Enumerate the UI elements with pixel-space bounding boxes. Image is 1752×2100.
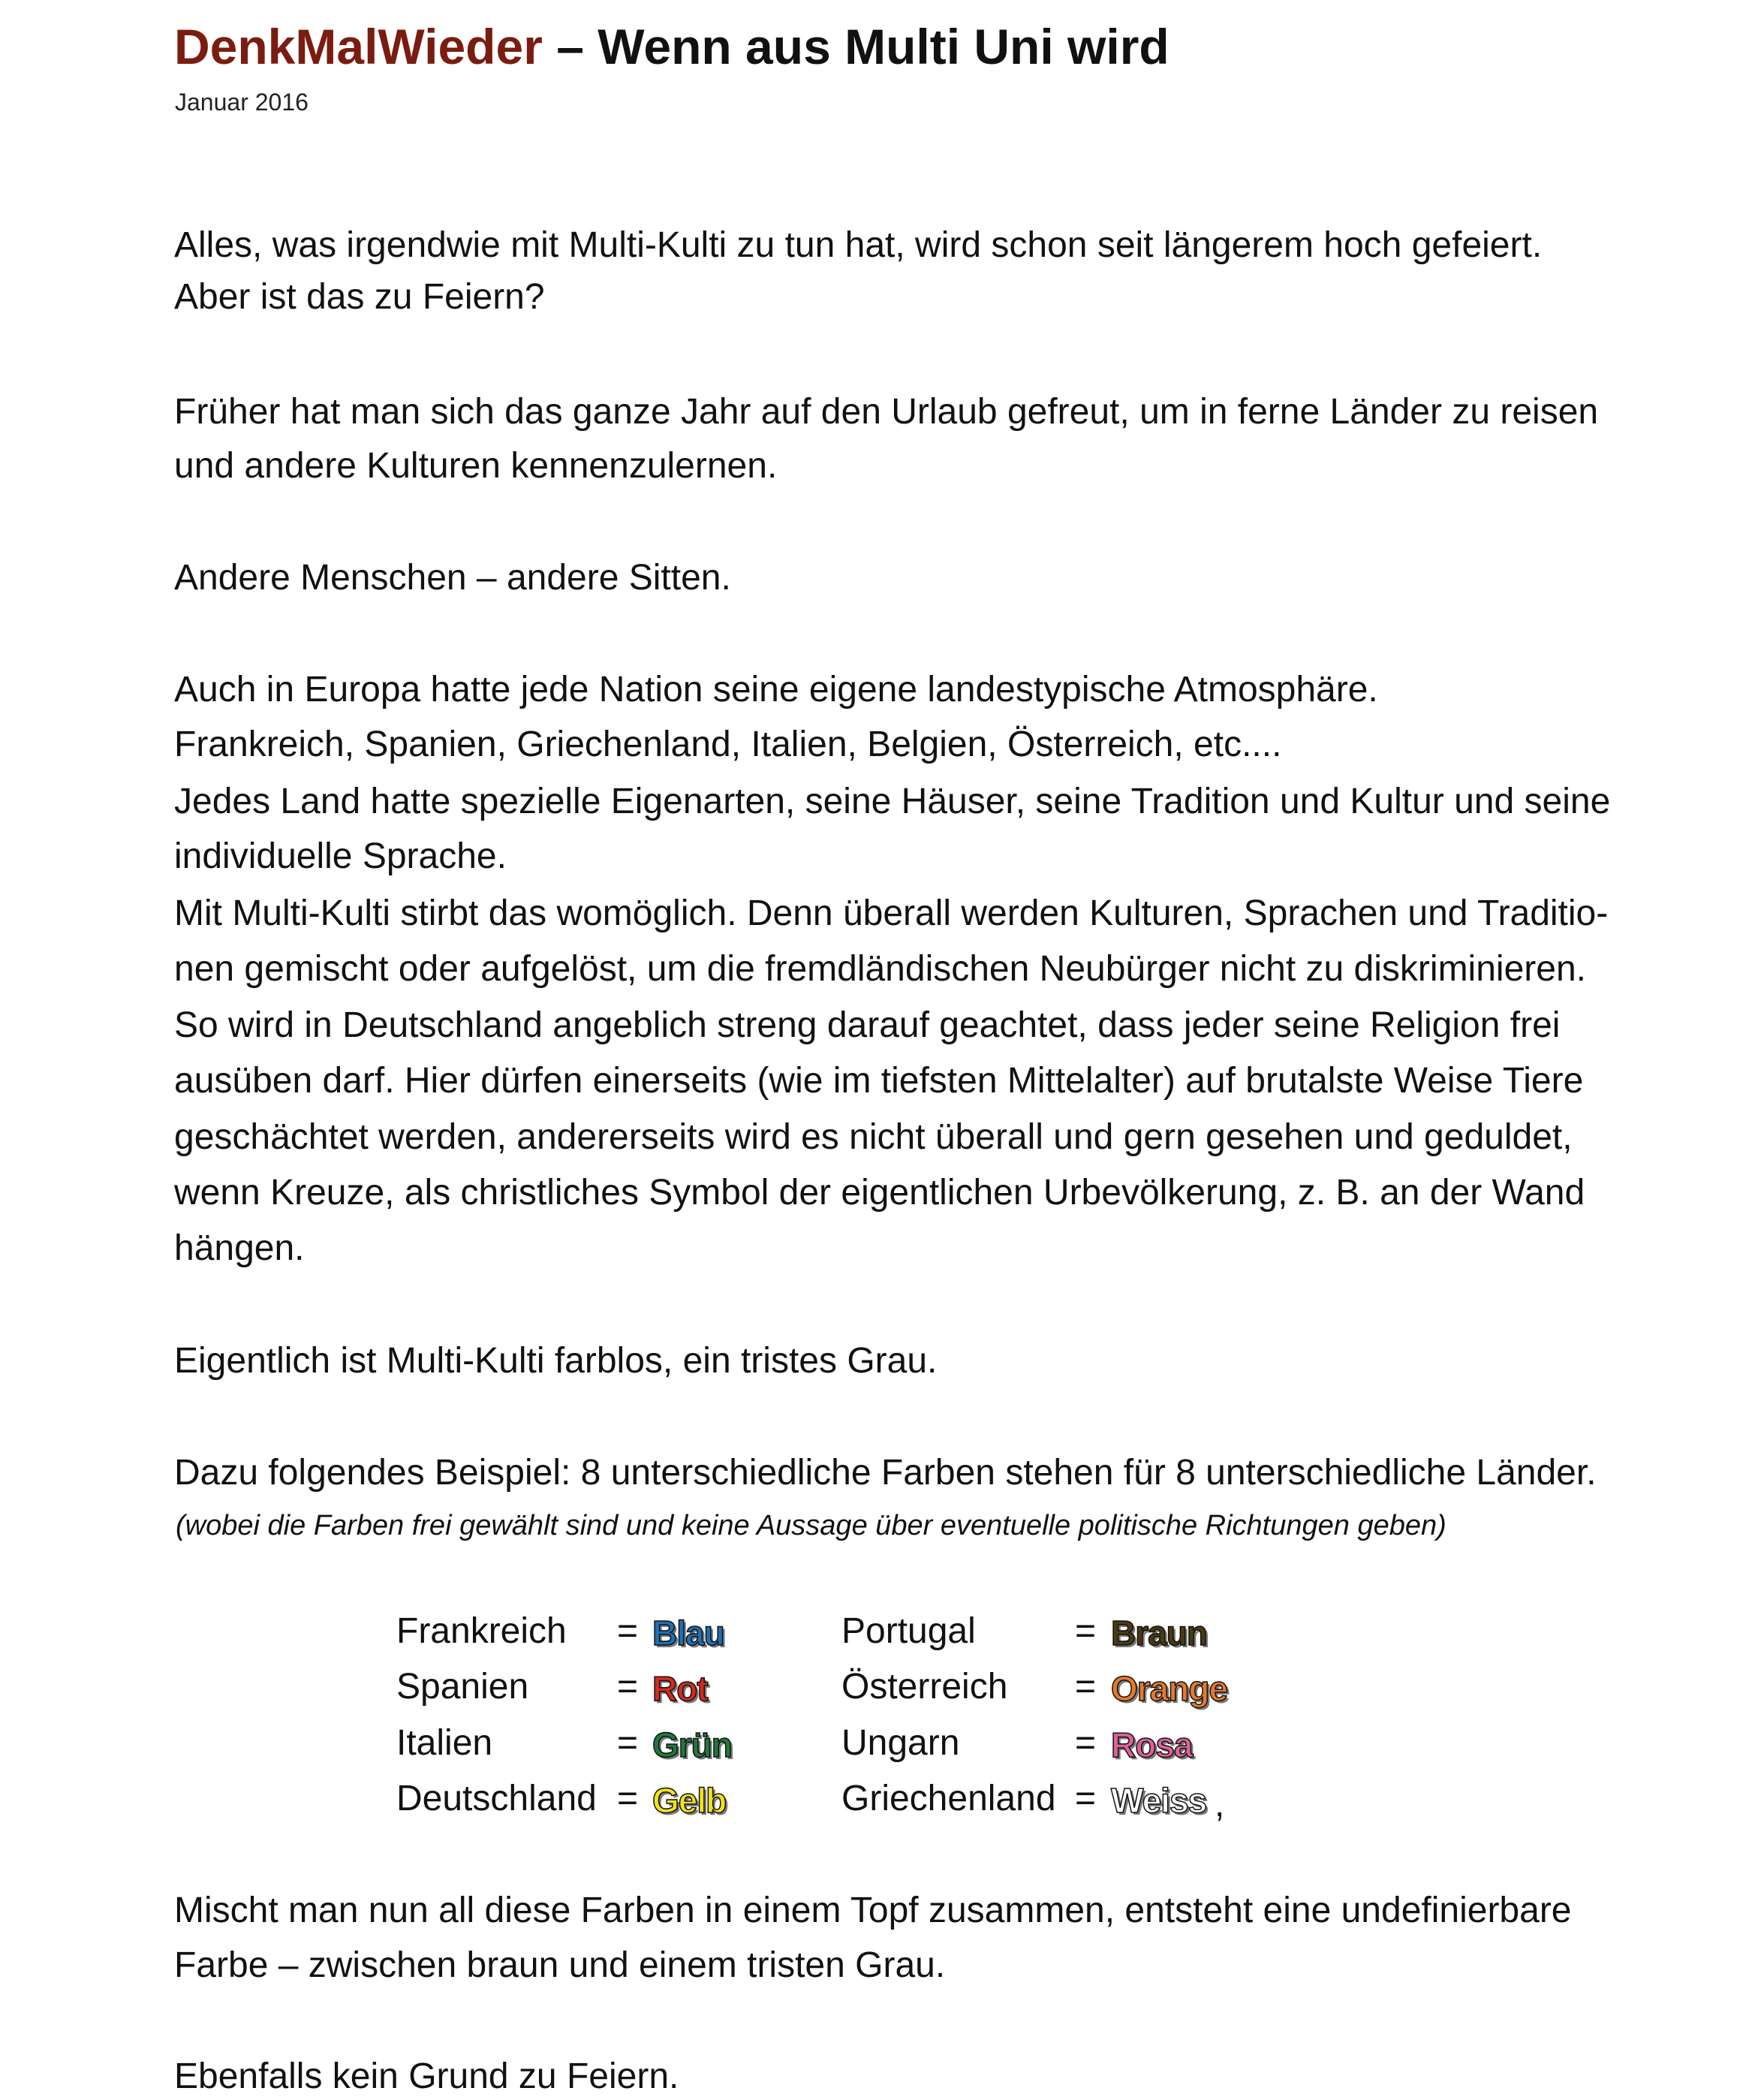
country-name: Portugal — [841, 1611, 976, 1651]
body-line: Alles, was irgendwie mit Multi-Kulti zu tun hat, wird schon seit längerem hoch gefeiert. — [174, 225, 1543, 265]
equals-sign: = — [1075, 1723, 1097, 1763]
body-line: Auch in Europa hatte jede Nation seine eigene landestypische Atmosphäre. — [174, 670, 1378, 710]
body-line: Eigentlich ist Multi-Kulti farblos, ein tristes Grau. — [174, 1341, 938, 1381]
publication-date: Januar 2016 — [175, 89, 309, 116]
brand-name: DenkMalWieder — [174, 19, 543, 74]
color-name: Blau — [652, 1613, 724, 1653]
body-line: Ebenfalls kein Grund zu Feiern. — [174, 2056, 679, 2096]
page-title — [174, 14, 1170, 80]
equals-sign: = — [617, 1723, 639, 1763]
equals-sign: = — [1075, 1611, 1097, 1651]
article-title: Wenn aus Multi Uni wird — [598, 19, 1170, 74]
body-line: hängen. — [174, 1228, 305, 1268]
color-name: Braun — [1111, 1613, 1207, 1653]
country-name: Griechenland — [841, 1779, 1056, 1818]
body-line: Andere Menschen – andere Sitten. — [174, 558, 731, 598]
body-line: Farbe – zwischen braun und einem tristen Grau. — [174, 1945, 946, 1985]
body-line: Aber ist das zu Feiern? — [174, 277, 545, 317]
color-name: Orange — [1111, 1669, 1228, 1708]
body-line: Früher hat man sich das ganze Jahr auf den Urlaub gefreut, um in ferne Länder zu reisen — [174, 392, 1599, 432]
equals-sign: = — [617, 1611, 639, 1651]
body-line: wenn Kreuze, als christliches Symbol der eigentlichen Urbevölkerung, z. B. an der Wand — [174, 1173, 1585, 1213]
country-name: Spanien — [396, 1667, 529, 1707]
footnote: (wobei die Farben frei gewählt sind und keine Aussage über eventuelle politische Richtungen geben) — [176, 1510, 1446, 1541]
body-line: Mischt man nun all diese Farben in einem Topf zusammen, entsteht eine undefinierbare — [174, 1891, 1572, 1930]
color-name: Weiss — [1111, 1781, 1207, 1820]
color-name: Rot — [652, 1669, 708, 1708]
body-line: Frankreich, Spanien, Griechenland, Italien, Belgien, Österreich, etc.... — [174, 725, 1282, 764]
title-separator: – — [542, 19, 598, 74]
color-name: Rosa — [1111, 1725, 1193, 1764]
body-line: ausüben darf. Hier dürfen einerseits (wie im tiefsten Mittelalter) auf brutalste Weise Tiere — [174, 1061, 1584, 1101]
body-line: nen gemischt oder aufgelöst, um die fremdländischen Neubürger nicht zu diskriminieren. — [174, 949, 1586, 989]
trailing-comma: , — [1215, 1785, 1225, 1824]
body-line: Mit Multi-Kulti stirbt das womöglich. Denn überall werden Kulturen, Sprachen und Traditio- — [174, 893, 1609, 933]
body-line: Dazu folgendes Beispiel: 8 unterschiedliche Farben stehen für 8 unterschiedliche Länder. — [174, 1453, 1597, 1493]
body-line: individuelle Sprache. — [174, 836, 507, 876]
equals-sign: = — [1075, 1779, 1097, 1818]
body-line: So wird in Deutschland angeblich streng darauf geachtet, dass jeder seine Religion frei — [174, 1005, 1561, 1045]
body-line: und andere Kulturen kennenzulernen. — [174, 446, 778, 486]
country-name: Deutschland — [396, 1779, 597, 1818]
body-line: Jedes Land hatte spezielle Eigenarten, seine Häuser, seine Tradition und Kultur und seine — [174, 782, 1611, 821]
country-name: Ungarn — [841, 1723, 960, 1763]
body-line: geschächtet werden, andererseits wird es nicht überall und gern gesehen und geduldet, — [174, 1117, 1573, 1157]
color-name: Grün — [652, 1725, 732, 1764]
equals-sign: = — [1075, 1667, 1097, 1707]
equals-sign: = — [617, 1667, 639, 1707]
color-name: Gelb — [652, 1781, 727, 1820]
country-name: Frankreich — [396, 1611, 567, 1651]
country-name: Österreich — [841, 1667, 1008, 1707]
equals-sign: = — [617, 1779, 639, 1818]
country-name: Italien — [396, 1723, 493, 1763]
